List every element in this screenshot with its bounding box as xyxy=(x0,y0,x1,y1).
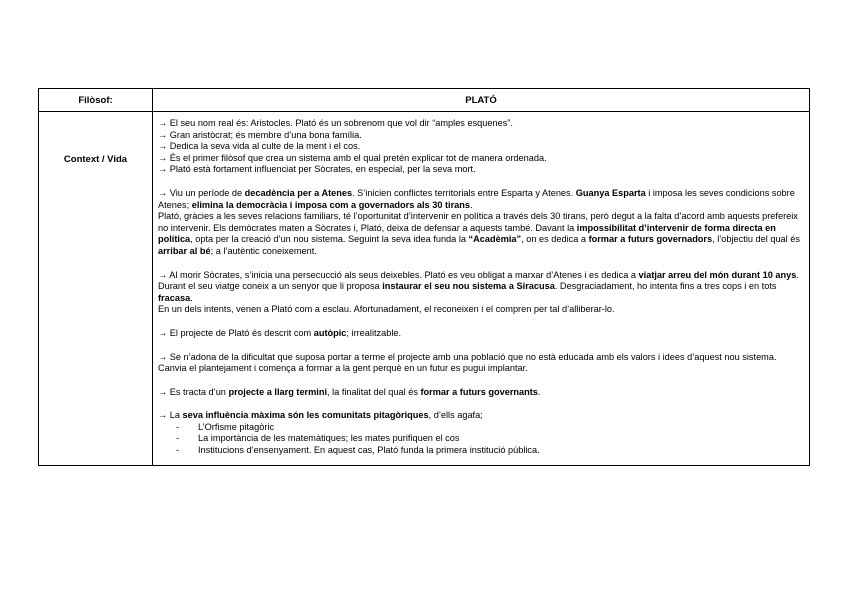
bold-text: instaurar el seu nou sistema a Siracusa xyxy=(382,281,555,292)
paragraph-line xyxy=(158,352,804,375)
bold-text: formar a futurs governants xyxy=(420,386,538,397)
paragraph-line xyxy=(158,281,804,304)
text-run: . Desgraciadament, ho intenta fins a tres cops i en tots xyxy=(554,281,777,292)
bold-text: projecte a llarg termini xyxy=(228,386,328,397)
text-run: , on es dedica a xyxy=(521,234,589,245)
text-run: → Al morir Sòcrates, s’inicia una persecucció als seus deixebles. Plató es veu obligat a marxar d’Atenes i es dedica a xyxy=(158,269,639,280)
text-run: → Viu un període de xyxy=(158,187,245,198)
paragraph-line xyxy=(158,153,804,165)
text-run: Durant el seu viatge coneix a un senyor que li proposa xyxy=(158,281,383,292)
paragraph-block xyxy=(158,410,804,456)
bold-text: arribar al bé xyxy=(158,245,211,256)
text-run: → El seu nom real és: Aristocles. Plató és un sobrenom que vol dir “amples esquenes”. xyxy=(158,118,513,128)
text-run: → Gran aristòcrat; és membre d’una bona família. xyxy=(158,129,362,140)
text-run: Plató, gràcies a les seves relacions familiars, té l’oportunitat d’intervenir en política a través dels 30 tirans, però degut a la falta d’acord amb aquests prefereix no intervenir. Els demòcrates maten a Sòcrates i, Plató, deixa de defensar a aquests també. Davant la xyxy=(158,211,798,233)
paragraph-line xyxy=(158,118,804,130)
text-run: ; irrealitzable. xyxy=(346,327,402,338)
bold-text: “Acadèmia” xyxy=(468,234,522,245)
header-philosopher-label: Filòsof: xyxy=(39,89,153,112)
paragraph-block xyxy=(158,387,804,399)
bullet-item: - Institucions d’ensenyament. En aquest cas, Plató funda la primera institució pública. xyxy=(176,445,804,457)
text-run: , l’objectiu del qual és xyxy=(712,234,800,245)
paragraph-line xyxy=(158,188,804,211)
paragraph-block xyxy=(158,188,804,258)
text-run: , opta per la creació d’un nou sistema. Seguint la seva idea funda la xyxy=(190,234,469,245)
context-content xyxy=(153,112,810,466)
paragraph-line xyxy=(158,211,804,257)
bullet-item: - La importància de les matemàtiques; les mates purifiquen el cos xyxy=(176,433,804,445)
bold-text: elimina la democràcia i imposa com a governadors als 30 tirans xyxy=(191,199,471,210)
bold-text: fracasa xyxy=(158,292,191,303)
text-run: → La xyxy=(158,410,183,421)
paragraph-line xyxy=(158,387,804,399)
bullet-list xyxy=(158,422,804,457)
bold-text: decadència per a Atenes xyxy=(244,187,353,198)
paragraph-line xyxy=(158,141,804,153)
bold-text: formar a futurs governadors xyxy=(588,234,713,245)
bold-text: viatjar arreu del món durant 10 anys xyxy=(638,269,797,280)
header-philosopher-name: PLATÓ xyxy=(153,89,810,112)
paragraph-block xyxy=(158,328,804,340)
plato-table xyxy=(38,88,810,466)
text-run: → Es tracta d’un xyxy=(158,386,229,397)
text-run: → Plató està fortament influenciat per Sòcrates, en especial, per la seva mort. xyxy=(158,164,476,175)
text-run: . xyxy=(796,269,799,280)
header-row xyxy=(39,89,810,112)
bold-text: autòpic xyxy=(313,327,347,338)
text-run: i imposa les seves condicions sobre Atenes; xyxy=(158,187,795,210)
bold-text: Guanya Esparta xyxy=(575,187,646,198)
paragraph-block xyxy=(158,270,804,316)
text-run: . xyxy=(190,292,193,303)
text-run: → Dedica la seva vida al culte de la ment i el cos. xyxy=(158,141,361,152)
paragraph-line xyxy=(158,130,804,142)
text-run: → És el primer filòsof que crea un sistema amb el qual pretén explicar tot de manera ordenada. xyxy=(158,152,547,163)
paragraph-line xyxy=(158,164,804,176)
bold-text: seva influència màxima són les comunitats pitagòriques xyxy=(182,410,429,421)
text-run: . xyxy=(470,199,473,210)
text-run: → Se n’adona de la dificultat que suposa portar a terme el projecte amb una població que no està educada amb els valors i idees d’aquest nou sistema. Canvia el plantejament i comença a formar a la gent perquè en un futur es pugui implantar. xyxy=(158,351,777,374)
paragraph-line xyxy=(158,270,804,282)
paragraph-line xyxy=(158,328,804,340)
paragraph-line xyxy=(158,304,804,316)
content-blocks xyxy=(158,118,804,457)
bold-text: impossibilitat d’intervenir de forma directa en política xyxy=(158,222,776,245)
text-run: , la finalitat del qual és xyxy=(327,386,421,397)
paragraph-block xyxy=(158,352,804,375)
context-row xyxy=(39,112,810,466)
text-run: . S’inicien conflictes territorials entre Esparta y Atenes. xyxy=(352,187,576,198)
bullet-item: - L’Orfisme pitagòric xyxy=(176,422,804,434)
text-run: → El projecte de Plató és descrit com xyxy=(158,327,314,338)
row-label-context: Context / Vida xyxy=(39,112,153,466)
text-run: , d’ells agafa; xyxy=(428,410,483,421)
paragraph-line xyxy=(158,410,804,422)
text-run: ; a l’autèntic coneixement. xyxy=(210,245,317,256)
text-run: En un dels intents, venen a Plató com a esclau. Afortunadament, el reconeixen i el compren per tal d’alliberar-lo. xyxy=(158,304,615,315)
paragraph-block xyxy=(158,118,804,176)
text-run: . xyxy=(537,386,541,397)
